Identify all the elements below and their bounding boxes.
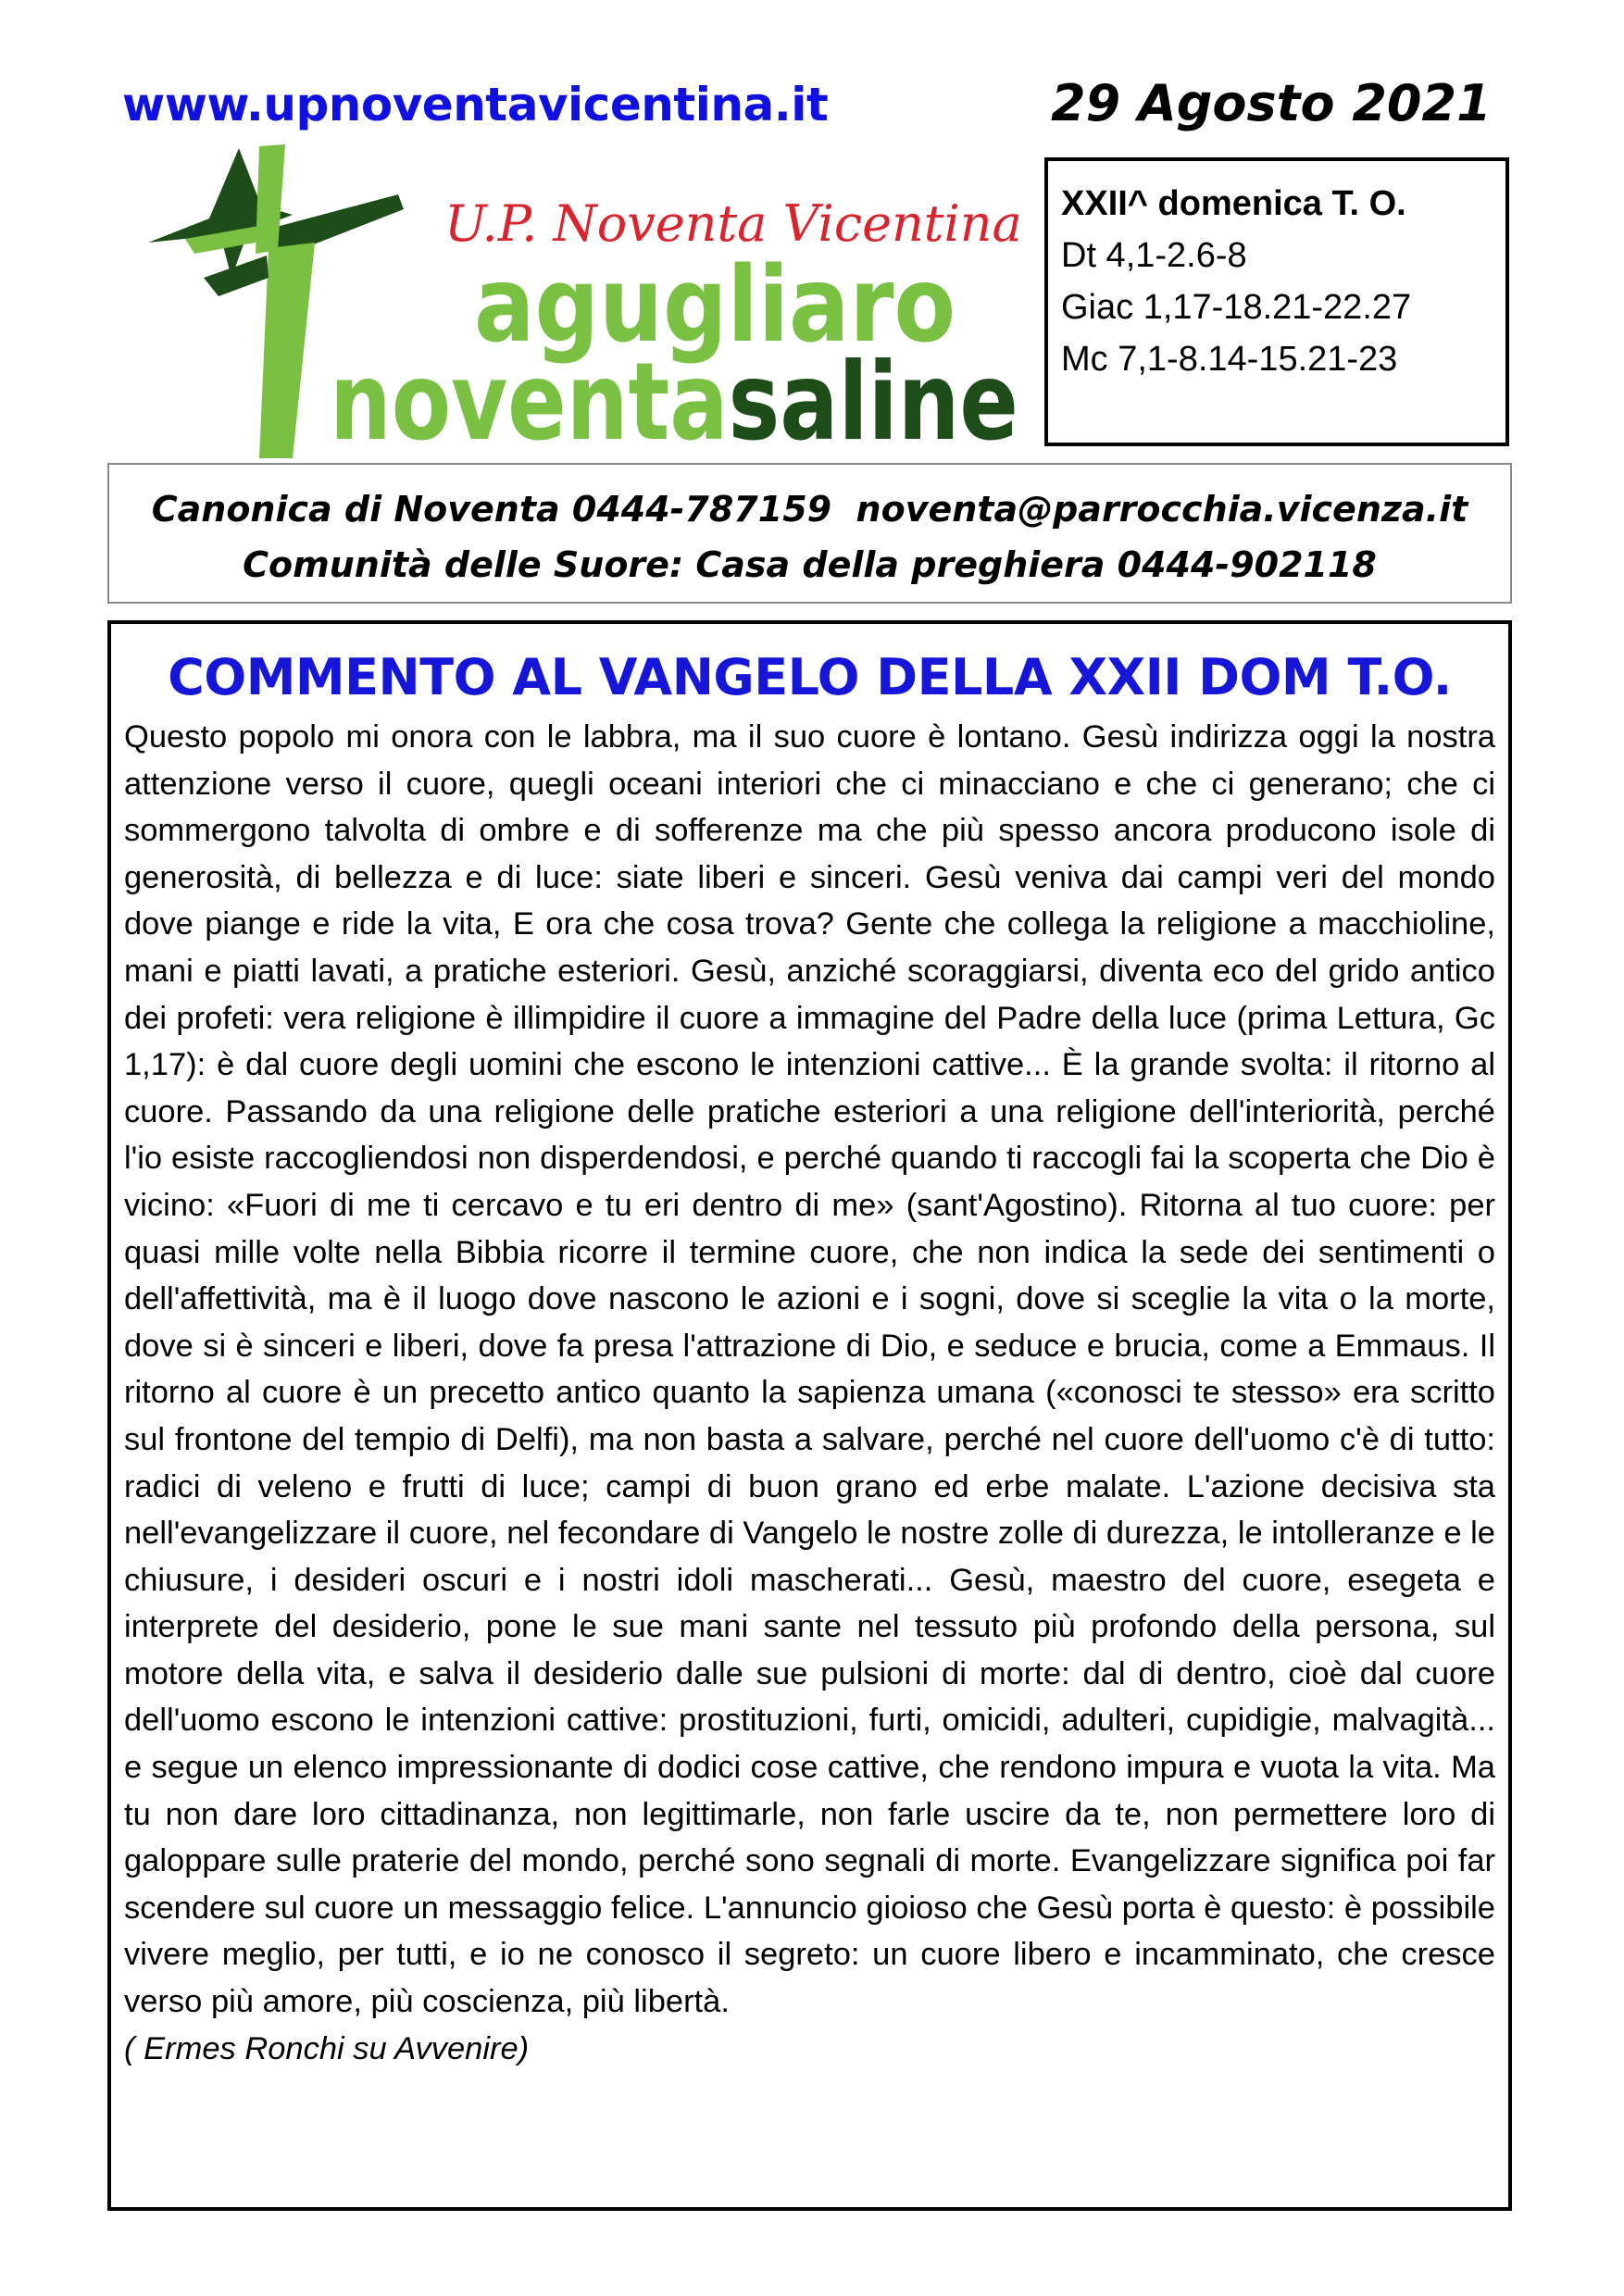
website-url: www.upnoventavicentina.it	[122, 78, 829, 131]
logo-script-text: U.P. Noventa Vicentina	[444, 194, 1022, 253]
article-title: COMMENTO AL VANGELO DELLA XXII DOM T.O.	[168, 648, 1452, 706]
contact-box	[107, 463, 1512, 604]
liturgy-box	[1044, 157, 1509, 446]
contact-line-suore: Comunità delle Suore: Casa della preghiera 0444-902118	[243, 544, 1377, 585]
reading-1: Dt 4,1-2.6-8	[1061, 236, 1247, 275]
logo-word-agugliaro: agugliaro	[474, 245, 956, 366]
article-author: ( Ermes Ronchi su Avvenire)	[124, 2030, 530, 2066]
reading-2: Giac 1,17-18.21-22.27	[1061, 288, 1412, 327]
liturgical-sunday: XXII^ domenica T. O.	[1061, 184, 1406, 223]
svg-text:noventasaline	[330, 340, 1088, 465]
article-body: Questo popolo mi onora con le labbra, ma il suo cuore è lontano. Gesù indirizza oggi la nostra attenzione verso il cuore, quegli oceani interiori che ci minacciano e che ci generano; che ci sommergono talvolta di ombre e di sofferenze ma che più spesso ancora producono isole di generosità, di bellezza e di luce: siate liberi e sinceri. Gesù veniva dai campi veri del mondo dove piange e ride la vita, E ora che cosa trova? Gente che collega la religione a macchioline, mani e piatti lavati, a pratiche esteriori. Gesù, anziché scoraggiarsi, diventa eco del grido antico dei profeti: vera religione è illimpidire il cuore a immagine del Padre della luce (prima Lettura, Gc 1,17): è dal cuore degli uomini che escono le intenzioni cattive... È la grande svolta: il ritorno al cuore. Passando da una religione delle pratiche esteriori a una religione dell'interiorità, perché l'io esiste raccogliendosi non disperdendosi, e perché quando ti raccogli fai la scoperta che Dio è vicino: «Fuori di me ti cercavo e tu eri dentro di me» (sant'Agostino). Ritorna al tuo cuore: per quasi mille volte nella Bibbia ricorre il termine cuore, che non indica la sede dei sentimenti o dell'affettività, ma è il luogo dove nascono le azioni e i sogni, dove si sceglie la vita o la morte, dove si è sinceri e liberi, dove fa presa l'attrazione di Dio, e seduce e brucia, come a Emmaus. Il ritorno al cuore è un precetto antico quanto la sapienza umana («conosci te stesso» era scritto sul frontone del tempio di Delfi), ma non basta a salvare, perché nel cuore dell'uomo c'è di tutto: radici di veleno e frutti di luce; campi di buon grano ed erbe malate. L'azione decisiva sta nell'evangelizzare il cuore, nel fecondare di Vangelo le nostre zolle di durezza, le intolleranze e le chiusure, i desideri oscuri e i nostri idoli mascherati... Gesù, maestro del cuore, esegeta e interprete del desiderio, pone le sue mani sante nel tessuto più profondo della persona, sul motore della vita, e salva il desiderio dalle sue pulsioni di morte: dal di dentro, cioè dal cuore dell'uomo escono le intenzioni cattive: prostituzioni, furti, omicidi, adulteri, cupidigie, malvagità... e segue un elenco impressionante di dodici cose cattive, che rendono impura e vuota la vita. Ma tu non dare loro cittadinanza, non legittimarle, non farle uscire da te, non permettere loro di galoppare sulle praterie del mondo, perché sono segnali di morte. Evangelizzare significa poi far scendere sul cuore un messaggio felice. L'annuncio gioioso che Gesù porta è questo: è possibile vivere meglio, per tutti, e io ne conosco il segreto: un cuore libero e incamminato, che cresce verso più amore, più coscienza, più libertà.	[124, 719, 1495, 2020]
logo-word-noventa: noventa	[330, 340, 823, 465]
logo-word-saline: saline	[728, 340, 1088, 465]
parish-logo	[130, 139, 1088, 465]
reading-3: Mc 7,1-8.14-15.21-23	[1061, 340, 1398, 379]
issue-date: 29 Agosto 2021	[1051, 74, 1492, 132]
article-box	[107, 620, 1512, 2211]
contact-line-canonica: Canonica di Noventa 0444-787159 noventa@parrocchia.vicenza.it	[151, 489, 1468, 530]
